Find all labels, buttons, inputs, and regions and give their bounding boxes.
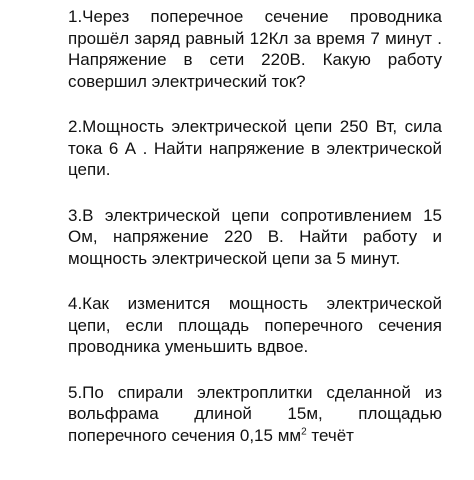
problem-5-text: 5.По спирали электроплитки сделанной из вольфрама длиной 15м, площадью поперечного сечения 0,15 мм — [68, 382, 442, 445]
problem-5-tail: течёт — [306, 425, 354, 445]
squared-superscript: 2 — [301, 425, 307, 437]
document-page — [68, 6, 442, 470]
problem-4: 4.Как изменится мощность электрической цепи, если площадь поперечного сечения проводника уменьшить вдвое. — [68, 294, 442, 356]
problem-2: 2.Мощность электрической цепи 250 Вт, сила тока 6 А . Найти напряжение в электрической цепи. — [68, 117, 442, 179]
problem-5 — [68, 382, 442, 447]
problem-1: 1.Через поперечное сечение проводника прошёл заряд равный 12Кл за время 7 минут . Напряжение в сети 220В. Какую работу совершил электрический ток? — [68, 7, 442, 91]
problem-3: 3.В электрической цепи сопротивлением 15 Ом, напряжение 220 В. Найти работу и мощность электрической цепи за 5 минут. — [68, 205, 442, 268]
